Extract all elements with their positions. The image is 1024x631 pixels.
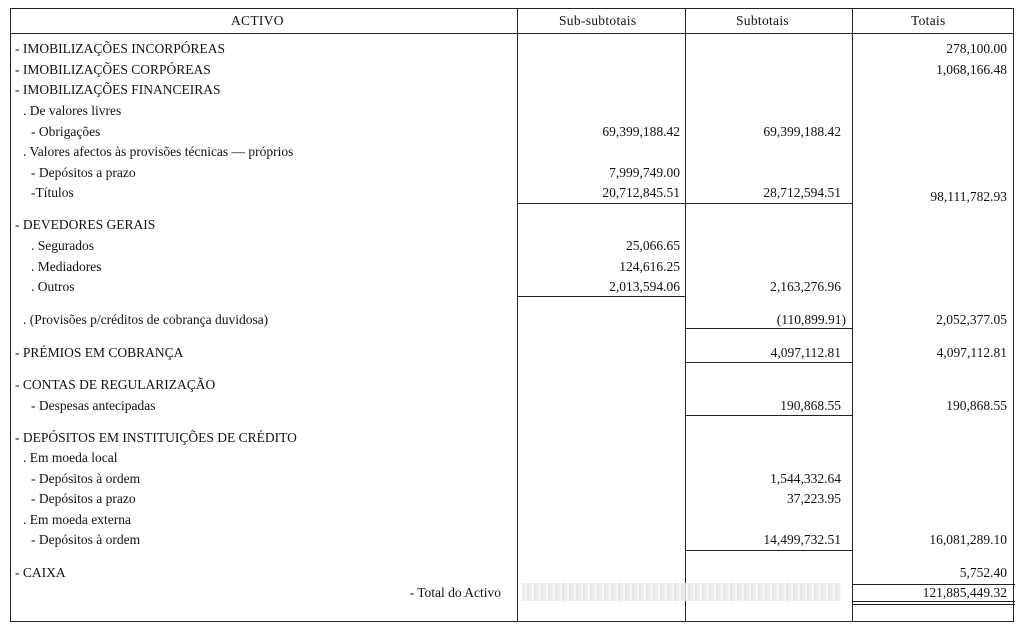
sub-subtotal-value: 7,999,749.00 — [609, 165, 680, 180]
subtotal-value: 69,399,188.42 — [763, 124, 841, 139]
row-label: . Em moeda externa — [23, 512, 131, 527]
subtotal-value: 190,868.55 — [780, 398, 841, 413]
total-value: 4,097,112.81 — [936, 345, 1007, 360]
underline-subtotal-titulos — [685, 203, 852, 204]
sub-subtotal-value: 20,712,845.51 — [602, 185, 680, 200]
header-subtotais: Subtotais — [736, 13, 789, 28]
row-label: - DEPÓSITOS EM INSTITUIÇÕES DE CRÉDITO — [15, 430, 297, 445]
scan-smudge — [522, 583, 842, 601]
subtotal-value: 37,223.95 — [787, 491, 841, 506]
underline-sub-subtotal-outros — [517, 296, 685, 297]
row-label: . (Provisões p/créditos de cobrança duvidosa) — [23, 312, 269, 327]
total-value: 5,752.40 — [959, 565, 1007, 580]
row-label: - IMOBILIZAÇÕES FINANCEIRAS — [15, 82, 221, 97]
total-value: 98,111,782.93 — [930, 189, 1007, 204]
row-label: - Obrigações — [31, 124, 101, 139]
underline-sub-subtotal-titulos — [517, 203, 685, 204]
row-label: - Despesas antecipadas — [31, 398, 156, 413]
subtotal-value: 2,163,276.96 — [770, 279, 841, 294]
total-value: 278,100.00 — [946, 41, 1007, 56]
underline-depositos — [685, 550, 852, 551]
double-underline-top — [852, 601, 1015, 602]
subtotal-value: 1,544,332.64 — [770, 471, 841, 486]
column-divider-1 — [517, 9, 518, 621]
row-label: - Depósitos a prazo — [31, 165, 136, 180]
row-label: . Valores afectos às provisões técnicas — próprios — [23, 144, 294, 159]
total-value: 16,081,289.10 — [929, 532, 1007, 547]
subtotal-value: 4,097,112.81 — [770, 345, 841, 360]
total-activo-label: - Total do Activo — [409, 585, 501, 600]
double-underline-bottom — [852, 604, 1015, 605]
total-value: 2,052,377.05 — [936, 312, 1007, 327]
row-label: . Outros — [31, 279, 75, 294]
row-label: - Depósitos a prazo — [31, 491, 136, 506]
header-sub-subtotais: Sub-subtotais — [559, 13, 637, 28]
subtotal-value: (110,899.91) — [776, 312, 846, 327]
sub-subtotal-value: 2,013,594.06 — [609, 279, 680, 294]
sub-subtotal-value: 25,066.65 — [626, 238, 680, 253]
row-label: - DEVEDORES GERAIS — [15, 217, 156, 232]
row-label: . Em moeda local — [23, 450, 118, 465]
subtotal-value: 28,712,594.51 — [763, 185, 841, 200]
underline-despesas — [685, 415, 852, 416]
sub-subtotal-value: 69,399,188.42 — [602, 124, 680, 139]
total-value: 1,068,166.48 — [936, 62, 1007, 77]
balance-sheet-table — [10, 8, 1014, 622]
column-divider-2 — [685, 9, 686, 621]
underline-premios — [685, 362, 852, 363]
row-label: - CAIXA — [15, 565, 66, 580]
grand-total-value: 121,885,449.32 — [922, 585, 1007, 600]
subtotal-value: 14,499,732.51 — [763, 532, 841, 547]
header-totais: Totais — [911, 13, 946, 28]
sub-subtotal-value: 124,616.25 — [619, 259, 680, 274]
row-label: - Depósitos à ordem — [31, 471, 141, 486]
row-label: . Segurados — [31, 238, 94, 253]
row-label: . Mediadores — [31, 259, 102, 274]
row-label: -Títulos — [31, 185, 74, 200]
row-label: - IMOBILIZAÇÕES INCORPÓREAS — [15, 41, 226, 56]
column-divider-3 — [852, 9, 853, 621]
total-value: 190,868.55 — [946, 398, 1007, 413]
row-label: - CONTAS DE REGULARIZAÇÃO — [15, 377, 216, 392]
row-label: . De valores livres — [23, 103, 122, 118]
header-divider — [11, 33, 1013, 34]
underline-provisoes — [685, 328, 852, 329]
row-label: - Depósitos à ordem — [31, 532, 141, 547]
row-label: - PRÉMIOS EM COBRANÇA — [15, 345, 184, 360]
row-label: - IMOBILIZAÇÕES CORPÓREAS — [15, 62, 211, 77]
header-activo: ACTIVO — [231, 13, 284, 28]
